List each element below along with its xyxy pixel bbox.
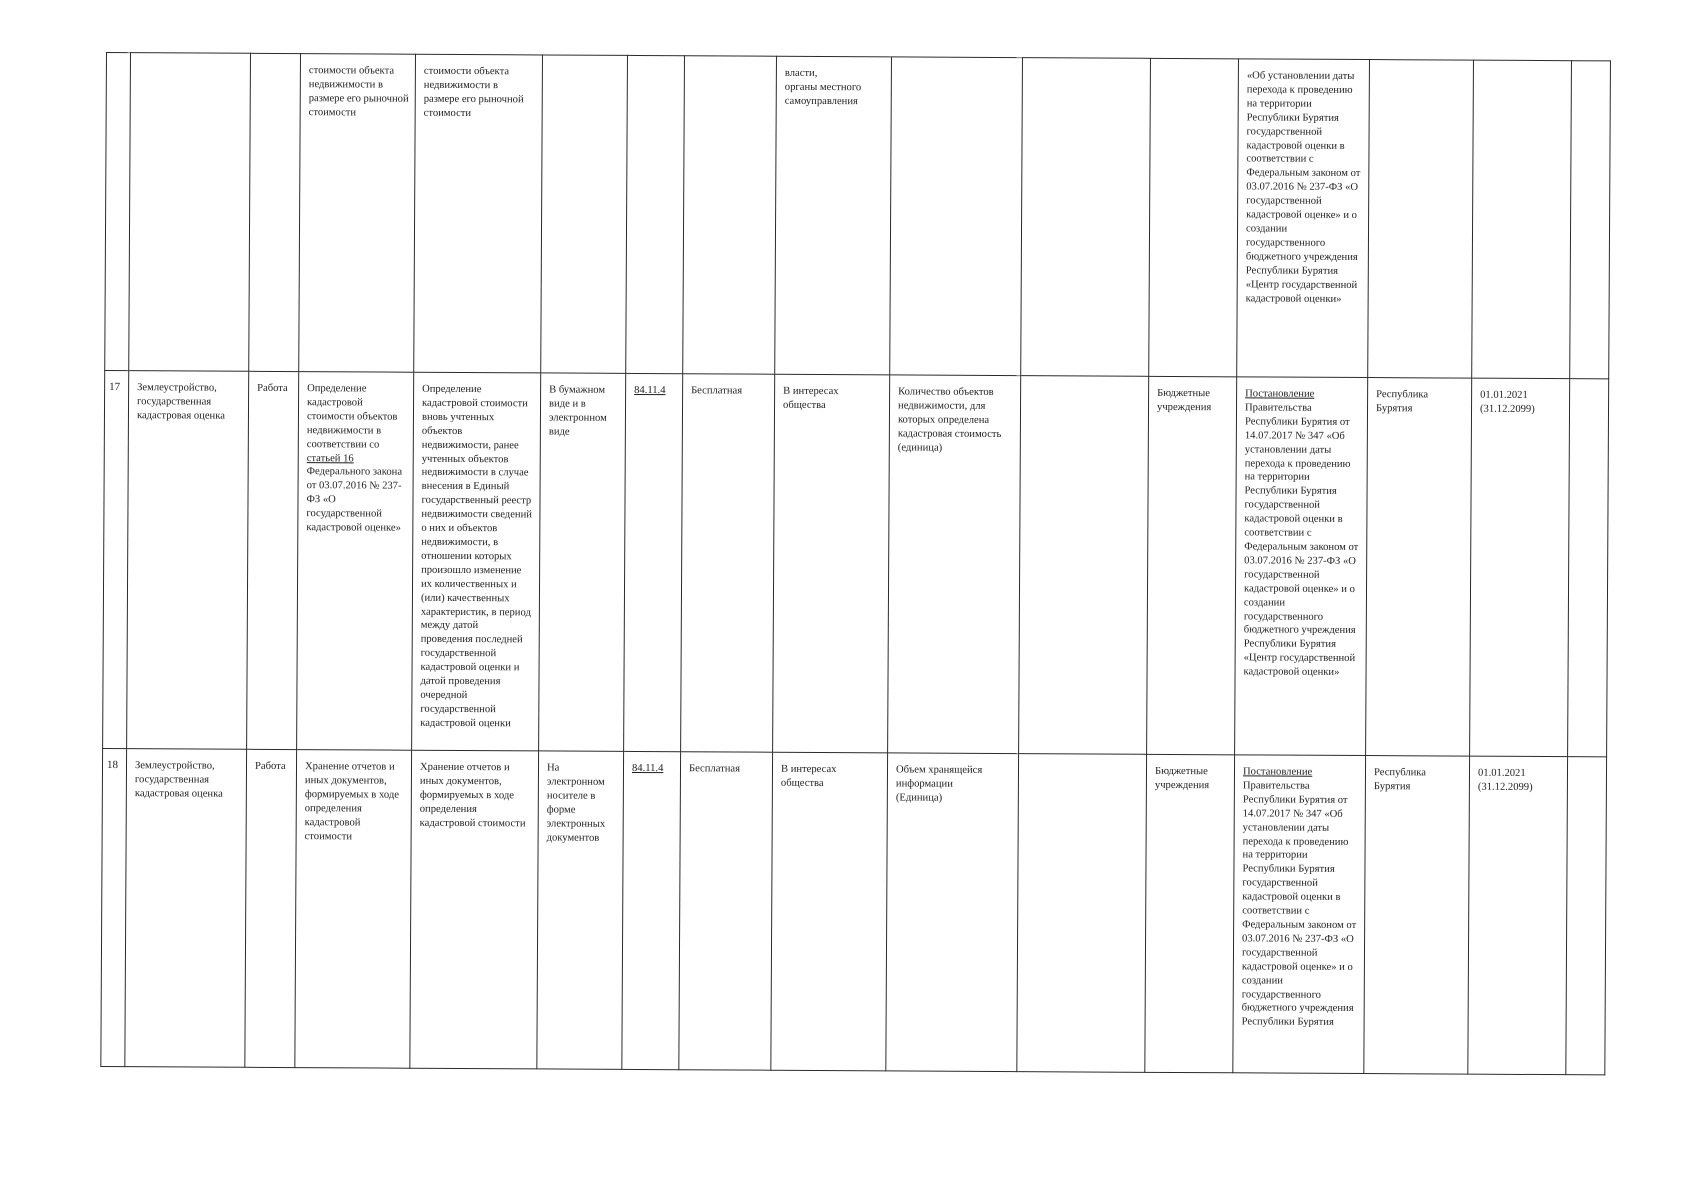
work-content-detail: стоимости объекта недвижимости в размере его рыночной стоимости [414, 54, 543, 373]
quality-indicator [1019, 376, 1149, 755]
okved-code-link[interactable]: 84.11.4 [634, 384, 666, 397]
service-type: Работа [247, 371, 299, 749]
work-content-detail: Определение кадастровой стоимости вновь учтенных объектов недвижимости, ранее учтенных объектов недвижимости в случае внесения в Единый государственный реестр недвижимости сведений о них и объектов недвижимости, в отношении которых произошло изменение их количественных и (или) качественных характеристик, в период между датой проведения последней государственной кадастровой оценки и датой проведения очередной государственной кадастровой оценки [412, 372, 541, 751]
recipients: В интересах общества [771, 752, 888, 1071]
legal-basis-text: Правительства Республики Бурятия от 14.07.2017 № 347 «Об установлении даты перехода к проведению на территории Республики Бурятия государственной кадастровой оценки в соответствии с Федеральным законом от 03.07.2016 № 237-ФЗ «О государственной кадастровой оценке» и о создании государственного бюджетного учреждения Республики Бурятия [1241, 780, 1357, 1029]
institution-type [1149, 58, 1239, 376]
extra-column [1566, 757, 1607, 1075]
extra-column [1568, 379, 1609, 757]
authority: Республика Бурятия [1364, 756, 1470, 1075]
work-content-text-end: Федерального закона от 03.07.2016 № 237-ФЗ «О государственной кадастровой оценке» [306, 466, 403, 534]
legal-basis-text: «Об установлении даты перехода к проведению на территории Республики Бурятия государственной кадастровой оценки в соответствии с Федеральным законом от 03.07.2016 № 237-ФЗ «О государственной кадастровой оценке» и о создании государственного бюджетного учреждения Республики Бурятия «Центр государственной кадастровой оценки» [1245, 70, 1361, 305]
volume-indicator: Объем хранящейся информации (Единица) [886, 753, 1019, 1072]
table-row [103, 370, 1609, 756]
activity-sphere: Землеустройство, государственная кадастровая оценка [127, 371, 249, 750]
payment-type: Бесплатная [681, 374, 775, 753]
service-type [249, 53, 301, 371]
okved-code [622, 751, 681, 1069]
work-content-text: Определение кадастровой стоимости объектов недвижимости в соответствии со [306, 383, 398, 451]
row-number: 18 [101, 748, 127, 1066]
legal-basis-text: Правительства Республики Бурятия от 14.07.2017 № 347 «Об установлении даты перехода к проведению на территории Республики Бурятия государственной кадастровой оценки в соответствии с Федеральным законом от 03.07.2016 № 237-ФЗ «О государственной кадастровой оценке» и о создании государственного бюджетного учреждения Республики Бурятия «Центр государственной кадастровой оценки» [1243, 402, 1359, 679]
okved-code [626, 55, 685, 373]
delivery-form: На электронном носителе в форме электронных документов [537, 751, 624, 1069]
extra-column [1570, 61, 1611, 379]
work-content: Хранение отчетов и иных документов, формируемых в ходе определения кадастровой стоимости [295, 750, 412, 1069]
legal-basis [1235, 377, 1368, 756]
quality-indicator [1021, 58, 1151, 377]
law-article-link[interactable]: статьей 16 [306, 452, 354, 464]
activity-sphere [129, 53, 251, 372]
validity-dates: 01.01.2021 (31.12.2099) [1468, 756, 1568, 1075]
recipients: В интересах общества [773, 374, 890, 753]
service-type: Работа [245, 749, 297, 1067]
legal-basis-link[interactable]: Постановление [1245, 388, 1315, 400]
work-content-detail: Хранение отчетов и иных документов, формируемых в ходе определения кадастровой стоимости [410, 750, 539, 1069]
authority: Республика Бурятия [1366, 378, 1472, 757]
registry-table [100, 52, 1611, 1075]
table-row [101, 748, 1607, 1074]
okved-code [624, 373, 683, 751]
validity-dates: 01.01.2021 (31.12.2099) [1470, 378, 1570, 757]
payment-type: Бесплатная [679, 752, 773, 1071]
work-content: стоимости объекта недвижимости в размере его рыночной стоимости [299, 54, 416, 373]
legal-basis-link[interactable]: Постановление [1242, 766, 1313, 778]
recipients: власти, органы местного самоуправления [775, 56, 892, 375]
row-number: 17 [103, 370, 129, 748]
activity-sphere: Землеустройство, государственная кадастровая оценка [125, 749, 247, 1068]
delivery-form [541, 55, 628, 373]
authority [1368, 60, 1474, 379]
legal-basis [1233, 755, 1366, 1074]
payment-type [683, 56, 777, 375]
validity-dates [1472, 60, 1572, 379]
table-row [105, 53, 1611, 379]
institution-type: Бюджетные учреждения [1147, 376, 1237, 754]
legal-basis [1237, 59, 1370, 378]
volume-indicator [890, 57, 1023, 376]
row-number [105, 53, 131, 371]
volume-indicator: Количество объектов недвижимости, для которых определена кадастровая стоимость (единица) [888, 375, 1021, 754]
quality-indicator [1017, 754, 1147, 1073]
work-content [297, 372, 414, 751]
institution-type: Бюджетные учреждения [1145, 754, 1235, 1072]
delivery-form: В бумажном виде и в электронном виде [539, 373, 626, 751]
okved-code-link[interactable]: 84.11.4 [631, 762, 664, 775]
